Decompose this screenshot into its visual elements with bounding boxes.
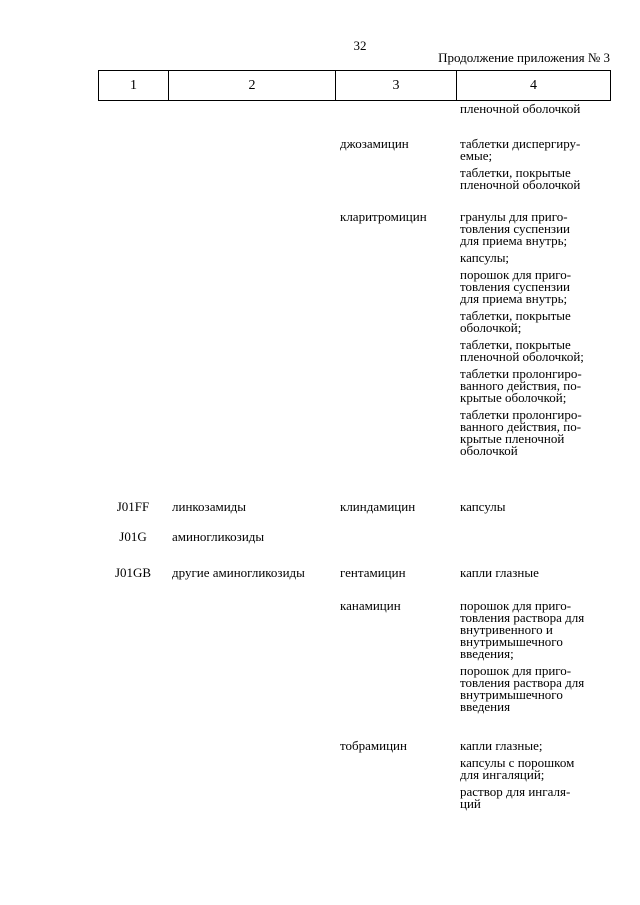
dosage-form: таблетки, покрытые пленочной оболочкой; [460, 337, 584, 364]
atc-code: J01GB [114, 565, 152, 580]
dosage-form: таблетки диспергиру- емые; [460, 136, 581, 163]
dosage-form: капсулы с порошком для ингаляций; [460, 755, 575, 782]
dosage-form: капли глазные; [460, 738, 543, 753]
dosage-form: порошок для приго- товления раствора для внутримышечного введения [460, 663, 585, 714]
dosage-form: таблетки, покрытые оболочкой; [460, 308, 571, 335]
drug-name: джозамицин [340, 136, 409, 151]
header-col-2: 2 [169, 71, 336, 101]
dosage-forms [460, 211, 610, 462]
page-number: 32 [353, 38, 367, 53]
drug-name: канамицин [340, 598, 401, 613]
dosage-form: таблетки пролонгиро- ванного действия, по- крытые оболочкой; [460, 366, 582, 405]
header-col-4: 4 [457, 71, 611, 101]
dosage-form: пленочной оболочкой [460, 101, 581, 116]
dosage-form: порошок для приго- товления раствора для внутривенного и внутримышечного введения; [460, 598, 585, 661]
atc-code: J01G [119, 529, 147, 544]
dosage-forms [460, 103, 610, 120]
dosage-form: порошок для приго- товления суспензии для приема внутрь; [460, 267, 572, 306]
table-header [98, 70, 611, 101]
dosage-forms [460, 740, 610, 815]
dosage-form: гранулы для приго- товления суспензии для приема внутрь; [460, 209, 570, 248]
header-col-1: 1 [99, 71, 169, 101]
group-name: другие аминогликозиды [172, 565, 305, 580]
continuation-label: Продолжение приложения № 3 [438, 50, 610, 65]
dosage-form: капли глазные [460, 565, 539, 580]
drug-name: клиндамицин [340, 499, 416, 514]
group-name: линкозамиды [172, 499, 246, 514]
dosage-forms [460, 567, 610, 584]
dosage-form: капсулы [460, 499, 506, 514]
dosage-forms [460, 501, 610, 518]
dosage-forms [460, 600, 610, 718]
dosage-form: таблетки, покрытые пленочной оболочкой [460, 165, 581, 192]
drug-name: гентамицин [340, 565, 406, 580]
atc-code: J01FF [116, 499, 150, 514]
dosage-form: таблетки пролонгиро- ванного действия, по- крытые пленочной оболочкой [460, 407, 582, 458]
dosage-forms [460, 138, 610, 196]
dosage-form: раствор для ингаля- ций [460, 784, 571, 811]
group-name: аминогликозиды [172, 529, 265, 544]
drug-name: тобрамицин [340, 738, 407, 753]
drug-name: кларитромицин [340, 209, 427, 224]
dosage-form: капсулы; [460, 250, 510, 265]
header-col-3: 3 [336, 71, 457, 101]
